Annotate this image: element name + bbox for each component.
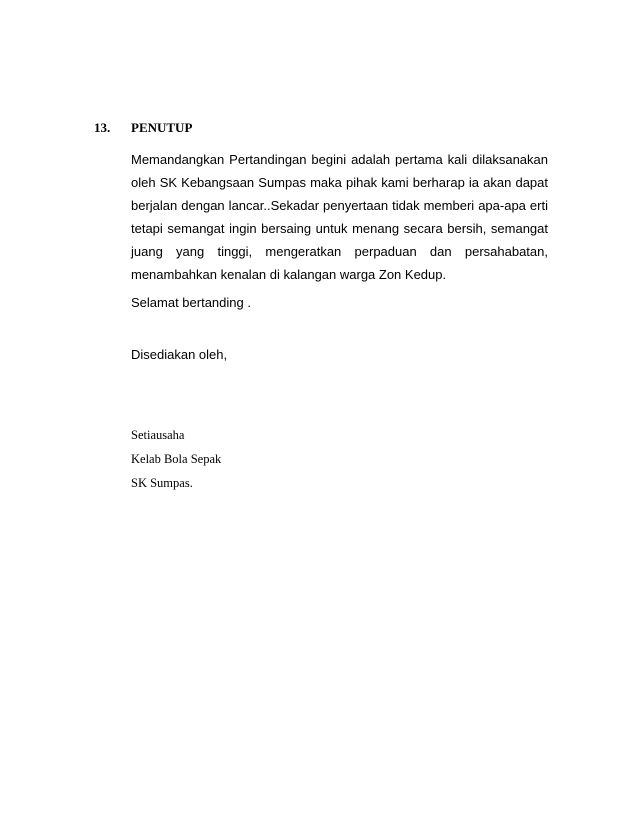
paragraph-line: oleh SK Kebangsaan Sumpas maka pihak kami berharap ia akan dapat — [131, 175, 548, 190]
section-title: PENUTUP — [131, 120, 193, 135]
prepared-by-label: Disediakan oleh, — [131, 347, 228, 362]
paragraph-line: Memandangkan Pertandingan begini adalah pertama kali dilaksanakan — [131, 152, 548, 167]
section-number: 13. — [94, 120, 111, 135]
signature-club: Kelab Bola Sepak — [131, 452, 222, 466]
signature-title: Setiausaha — [131, 428, 185, 442]
paragraph-line: juang yang tinggi, mengeratkan perpaduan dan persahabatan, — [131, 244, 548, 259]
paragraph-line: berjalan dengan lancar..Sekadar penyertaan tidak memberi apa-apa erti — [131, 198, 548, 213]
paragraph-line: menambahkan kenalan di kalangan warga Zon Kedup. — [131, 267, 447, 282]
signature-school: SK Sumpas. — [131, 476, 193, 490]
paragraph-line: tetapi semangat ingin bersaing untuk menang secara bersih, semangat — [131, 221, 548, 236]
closing-greeting: Selamat bertanding . — [131, 295, 251, 310]
closing-paragraph — [131, 148, 548, 286]
